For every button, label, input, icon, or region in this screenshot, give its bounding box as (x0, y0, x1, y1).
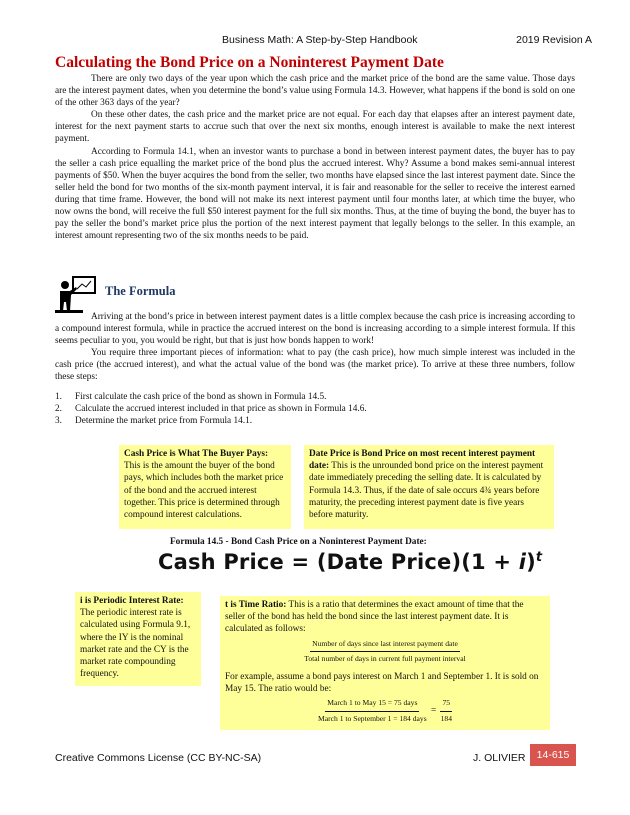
interest-rate-text: The periodic interest rate is calculated using Formula 9.1, where the IY is the nominal market rate and the CY is the market rate compounding frequency. (80, 608, 191, 680)
formula-equals: = (283, 550, 317, 574)
step-text: Determine the market price from Formula 14.1. (75, 416, 253, 427)
formula-section-title: The Formula (105, 284, 176, 298)
time-ratio-box (220, 596, 550, 730)
cash-price-formula (158, 550, 542, 574)
formula-label: Formula 14.5 - Bond Cash Price on a Noninterest Payment Date: (170, 537, 427, 547)
formula-date-price: (Date Price) (316, 550, 462, 574)
formula-paragraph: Arriving at the bond’s price in between interest payment dates is a little complex because the cash price is increasing according to a compound interest formula, while in practice the accrued interest on the bond is increasing according to a simple interest formula. If this seems peculiar to you, you would be right, but that is just how bonds happen to work! (55, 312, 575, 347)
page-number-badge: 14-615 (530, 744, 576, 766)
step-number: 3. (55, 416, 62, 427)
time-ratio-example: For example, assume a bond pays interest on March 1 and September 1. It is sold on May 15. The ratio would be: (225, 672, 539, 695)
cash-price-text: This is the amount the buyer of the bond pays, which includes both the market price of the bond and the accrued interest together. This price is determined through compound interest calculations. (124, 461, 284, 521)
intro-paragraph: On these other dates, the cash price and the market price are not equal. For each day that elapses after an interest payment date, interest for the next payment starts to accrue such that over the next six months, enough interest is available to make the next interest payment. (55, 110, 575, 145)
formula-paragraph: You require three important pieces of information: what to pay (the cash price), how much simple interest was included in the cash price (the accrued interest), and what the actual value of the bond was (the market price). To arrive at these three numbers, follow these steps: (55, 348, 575, 383)
time-ratio-text: This is a ratio that determines the exact amount of time that the seller of the bond has held the bond since the last interest payment date. It is calculated as follows: (225, 600, 524, 635)
formula-growth-open: (1 + (461, 550, 519, 574)
cash-price-box (119, 445, 291, 529)
step-number: 1. (55, 392, 62, 402)
header-revision: 2019 Revision A (516, 34, 592, 46)
interest-rate-heading: i is Periodic Interest Rate: (80, 596, 184, 606)
formula-lhs: Cash Price (158, 550, 284, 574)
fraction-denominator: Total number of days in current full payment interval (304, 653, 466, 663)
date-price-heading: Date Price is Bond Price on most recent interest payment date: (309, 449, 536, 472)
formula-growth-close: ) (526, 550, 536, 574)
step-number: 2. (55, 404, 62, 415)
intro-paragraph: According to Formula 14.1, when an investor wants to purchase a bond in between interest payment dates, the buyer has to pay the seller a cash price equalling the market price of the bond plus the accrued interest. Why? Assume a bond makes semi-annual interest payments of $50. When the buyer acquires the bond from the seller, two months have elapsed since the last interest payment date. Since the seller held the bond for two months of the six-month payment interval, it is fair and reasonable for the seller to receive the interest earned during that time frame. However, the bond will not make its next interest payment until four months later, at which time the buyer, who now owns the bond, will receive the full $50 interest payment for the full six months. Thus, at the time of buying the bond, the buyer has to pay the seller the bond’s market price plus the portion of the next interest payment that legally belongs to the seller. In this example, an interest amount representing two of the six months needs to be paid. (55, 146, 575, 242)
section-title: Calculating the Bond Price on a Noninterest Payment Date (55, 54, 444, 71)
example-numerator: March 1 to May 15 = 75 days (325, 697, 419, 711)
intro-paragraph: There are only two days of the year upon which the cash price and the market price of the bond are the same value. Those days are the interest payment dates, when you determine the bond’s value using Formula 14.3. However, what happens if the bond is sold on one of the other 363 days of the year? (55, 74, 575, 109)
step-text: First calculate the cash price of the bond as shown in Formula 14.5. (75, 392, 327, 402)
fraction-numerator: Number of days since last interest payment date (310, 638, 460, 652)
interest-rate-box (75, 592, 201, 686)
result-numerator: 75 (440, 697, 452, 711)
date-price-box (304, 445, 554, 529)
footer-license: Creative Commons License (CC BY-NC-SA) (55, 752, 262, 764)
time-ratio-fraction (225, 638, 545, 665)
footer-author: J. OLIVIER (473, 752, 526, 764)
example-denominator: March 1 to September 1 = 184 days (318, 713, 427, 723)
cash-price-heading: Cash Price is What The Buyer Pays: (124, 449, 269, 459)
example-equals: = (428, 706, 439, 717)
formula-i: i (518, 550, 527, 574)
date-price-text: This is the unrounded bond price on the interest payment date immediately preceding the selling date. It is calculated by Formula 14.3. Thus, if the date of sale occurs 4¾ years before maturity, the preceding interest payment date is five years before maturity. (309, 461, 544, 521)
formula-t: t (535, 550, 543, 565)
step-text: Calculate the accrued interest included in that price as shown in Formula 14.6. (75, 404, 367, 415)
time-ratio-heading: t is Time Ratio: (225, 600, 287, 610)
result-denominator: 184 (440, 713, 452, 723)
header-book-title: Business Math: A Step-by-Step Handbook (222, 34, 418, 46)
example-fraction (225, 697, 545, 724)
